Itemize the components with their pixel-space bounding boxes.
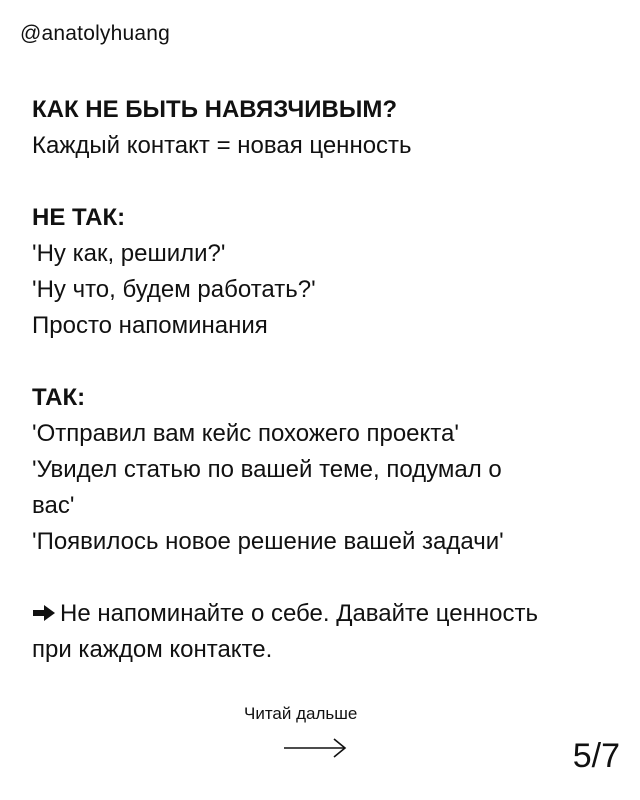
section-spacer [32, 344, 622, 380]
wrong-example: 'Ну как, решили?' [32, 240, 226, 267]
conclusion-line-2: при каждом контакте. [32, 636, 273, 663]
slide-content [32, 92, 622, 668]
wrong-heading: НЕ ТАК: [32, 204, 126, 231]
right-example: вас' [32, 492, 75, 519]
right-example: 'Появилось новое решение вашей задачи' [32, 528, 504, 555]
page-counter: 5/7 [572, 737, 620, 775]
slide-subtitle: Каждый контакт = новая ценность [32, 132, 412, 159]
right-example: 'Отправил вам кейс похожего проекта' [32, 420, 459, 447]
conclusion-section [32, 596, 622, 668]
section-spacer [32, 164, 622, 200]
intro-section [32, 92, 622, 164]
author-handle: @anatolyhuang [20, 22, 171, 45]
conclusion-text: Не напоминайте о себе. Давайте ценность [60, 600, 538, 627]
right-heading: ТАК: [32, 384, 86, 411]
wrong-example: Просто напоминания [32, 312, 268, 339]
long-right-arrow-icon[interactable] [282, 734, 348, 762]
conclusion-line [32, 596, 622, 632]
wrong-section [32, 200, 622, 344]
right-example: 'Увидел статью по вашей теме, подумал о [32, 456, 502, 483]
right-arrow-icon [32, 596, 56, 632]
read-more-link[interactable]: Читай дальше [244, 704, 358, 723]
right-section [32, 380, 622, 560]
section-spacer [32, 560, 622, 596]
wrong-example: 'Ну что, будем работать?' [32, 276, 316, 303]
slide-title: КАК НЕ БЫТЬ НАВЯЗЧИВЫМ? [32, 96, 397, 123]
